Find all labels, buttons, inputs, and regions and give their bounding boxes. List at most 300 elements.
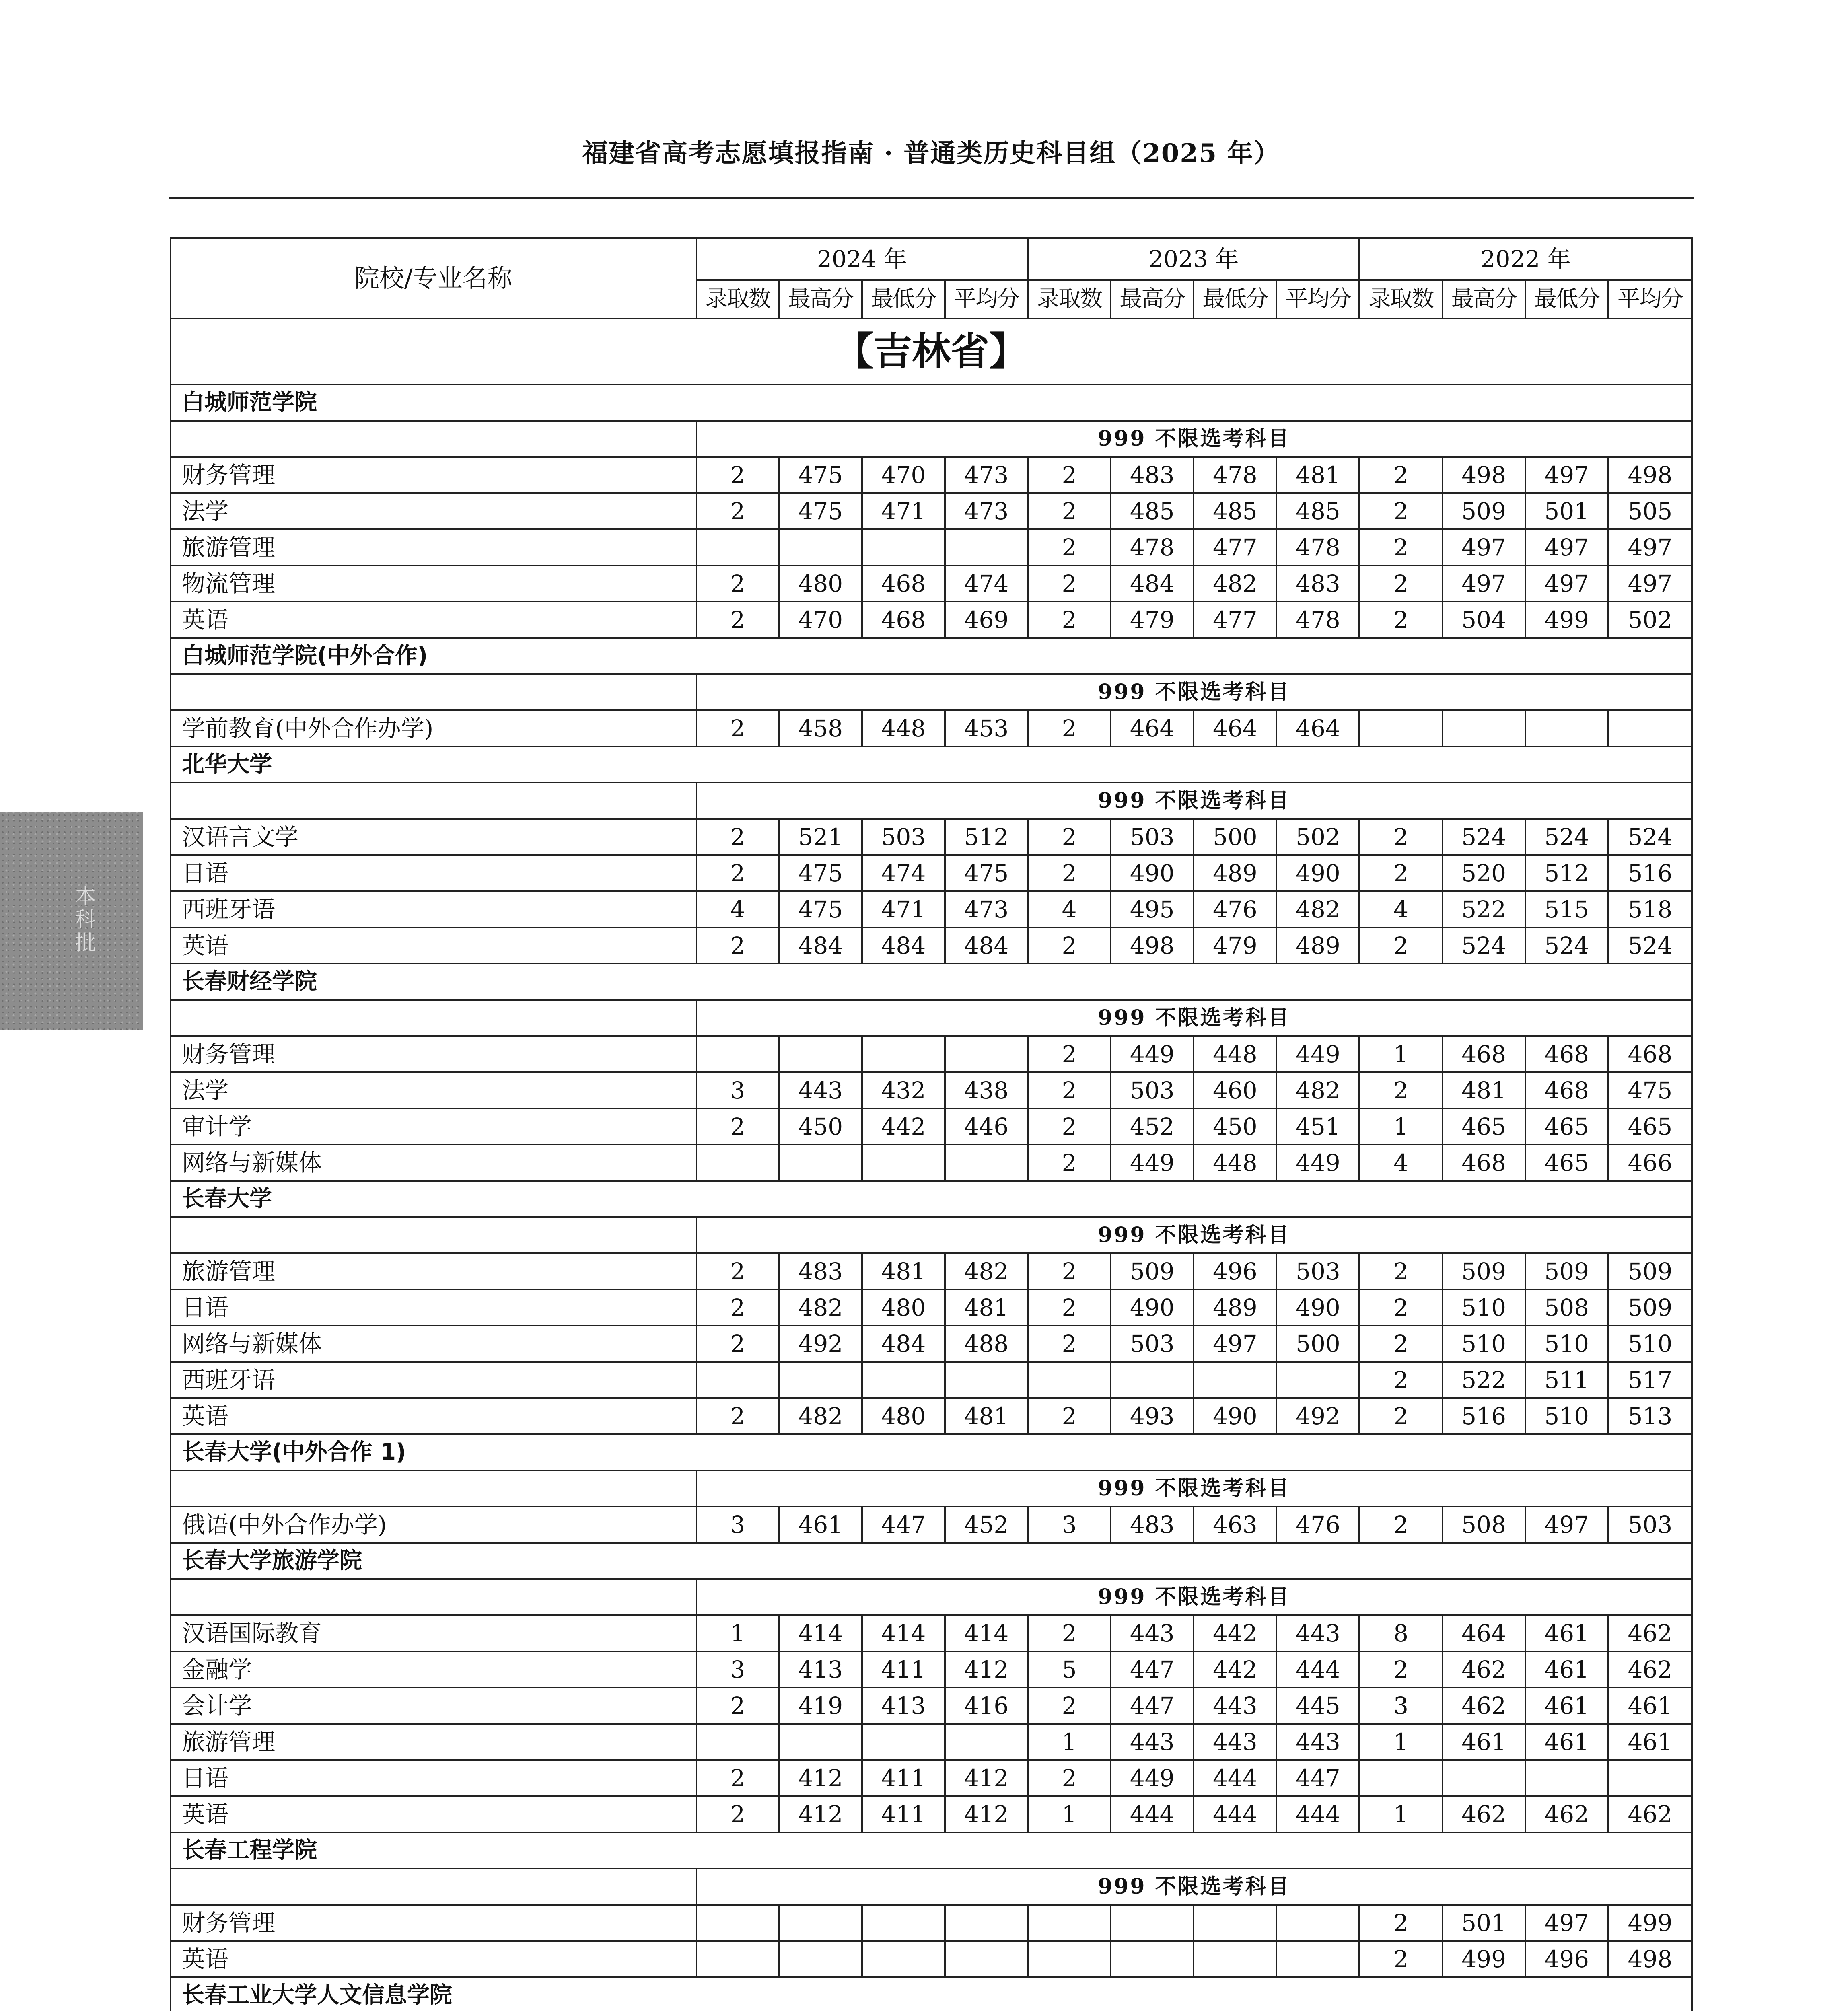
score-cell: 488	[945, 1326, 1028, 1362]
school-name: 白城师范学院(中外合作)	[171, 638, 1692, 674]
major-name: 英语	[171, 602, 696, 638]
score-cell: 495	[1111, 891, 1194, 927]
score-cell	[1194, 1941, 1276, 1977]
score-cell: 517	[1608, 1362, 1692, 1398]
score-cell	[1276, 1362, 1359, 1398]
school-row	[171, 1181, 1692, 1217]
score-cell: 1	[1359, 1724, 1442, 1760]
metric-header: 平均分	[1608, 280, 1692, 319]
score-cell: 2	[1359, 1905, 1442, 1941]
score-cell: 412	[945, 1651, 1028, 1688]
school-name: 长春大学(中外合作 1)	[171, 1434, 1692, 1470]
score-cell: 2	[1028, 493, 1111, 529]
score-cell: 475	[1608, 1072, 1692, 1108]
major-name: 旅游管理	[171, 1253, 696, 1289]
score-cell: 3	[696, 1072, 779, 1108]
score-cell: 462	[1525, 1796, 1608, 1832]
year-header-2024: 2024 年	[696, 238, 1028, 280]
score-cell: 477	[1194, 529, 1276, 565]
table-row	[171, 1688, 1692, 1724]
score-cell	[862, 1941, 945, 1977]
score-cell: 2	[1028, 927, 1111, 964]
score-cell: 475	[779, 855, 862, 891]
score-cell: 498	[1608, 1941, 1692, 1977]
table-row	[171, 891, 1692, 927]
score-cell: 509	[1608, 1289, 1692, 1326]
score-cell: 489	[1194, 855, 1276, 891]
score-cell: 1	[1359, 1036, 1442, 1072]
table-row	[171, 1615, 1692, 1651]
score-cell: 466	[1608, 1145, 1692, 1181]
metric-header: 平均分	[1276, 280, 1359, 319]
score-cell: 2	[1359, 855, 1442, 891]
score-cell: 474	[862, 855, 945, 891]
score-cell: 473	[945, 891, 1028, 927]
score-cell: 443	[1276, 1615, 1359, 1651]
score-cell: 503	[1111, 1072, 1194, 1108]
score-cell	[1608, 1760, 1692, 1796]
score-cell: 461	[779, 1507, 862, 1543]
score-cell: 2	[1028, 710, 1111, 746]
score-cell: 8	[1359, 1615, 1442, 1651]
blank-cell	[171, 421, 696, 457]
score-cell	[945, 1145, 1028, 1181]
score-cell: 499	[1608, 1905, 1692, 1941]
major-name: 英语	[171, 1941, 696, 1977]
score-cell: 3	[1359, 1688, 1442, 1724]
metric-header: 录取数	[1359, 280, 1442, 319]
side-tab	[0, 812, 143, 1030]
score-cell: 475	[945, 855, 1028, 891]
score-cell: 443	[1111, 1724, 1194, 1760]
score-cell: 412	[779, 1760, 862, 1796]
score-cell: 2	[1359, 1326, 1442, 1362]
table-row	[171, 1072, 1692, 1108]
score-cell	[862, 1145, 945, 1181]
school-name: 长春财经学院	[171, 964, 1692, 1000]
major-name: 法学	[171, 1072, 696, 1108]
score-cell: 468	[1525, 1072, 1608, 1108]
score-cell: 445	[1276, 1688, 1359, 1724]
score-cell: 449	[1111, 1760, 1194, 1796]
score-cell: 510	[1443, 1326, 1525, 1362]
score-cell: 2	[1359, 602, 1442, 638]
score-cell: 2	[1028, 1289, 1111, 1326]
score-cell: 444	[1111, 1796, 1194, 1832]
score-cell: 473	[945, 493, 1028, 529]
subject-requirement: 999 不限选考科目	[696, 783, 1692, 819]
score-cell: 518	[1608, 891, 1692, 927]
score-cell: 3	[1028, 1507, 1111, 1543]
score-cell: 524	[1525, 927, 1608, 964]
score-cell: 414	[945, 1615, 1028, 1651]
score-cell: 2	[1028, 529, 1111, 565]
score-cell: 510	[1525, 1326, 1608, 1362]
score-cell: 501	[1525, 493, 1608, 529]
table-row	[171, 1253, 1692, 1289]
score-cell: 442	[862, 1108, 945, 1145]
score-cell: 465	[1443, 1108, 1525, 1145]
score-cell: 477	[1194, 602, 1276, 638]
score-cell: 411	[862, 1760, 945, 1796]
score-cell: 2	[1028, 1036, 1111, 1072]
score-cell	[779, 1941, 862, 1977]
score-cell: 460	[1194, 1072, 1276, 1108]
major-name: 日语	[171, 1760, 696, 1796]
score-cell: 505	[1608, 493, 1692, 529]
score-cell	[945, 1036, 1028, 1072]
score-cell: 411	[862, 1651, 945, 1688]
major-name: 审计学	[171, 1108, 696, 1145]
score-cell: 490	[1194, 1398, 1276, 1434]
metric-header: 录取数	[1028, 280, 1111, 319]
score-cell: 2	[1028, 1688, 1111, 1724]
score-cell: 513	[1608, 1398, 1692, 1434]
score-cell: 485	[1194, 493, 1276, 529]
score-cell: 512	[1525, 855, 1608, 891]
score-cell: 462	[1608, 1796, 1692, 1832]
score-cell: 2	[696, 1253, 779, 1289]
metric-header: 平均分	[945, 280, 1028, 319]
score-cell: 470	[862, 457, 945, 493]
score-cell: 478	[1111, 529, 1194, 565]
score-cell: 521	[779, 819, 862, 855]
table-row	[171, 1145, 1692, 1181]
score-cell: 451	[1276, 1108, 1359, 1145]
score-cell: 496	[1525, 1941, 1608, 1977]
score-cell: 462	[1443, 1688, 1525, 1724]
score-cell: 524	[1608, 927, 1692, 964]
score-cell: 468	[1525, 1036, 1608, 1072]
score-cell: 479	[1111, 602, 1194, 638]
score-cell: 476	[1276, 1507, 1359, 1543]
score-cell: 432	[862, 1072, 945, 1108]
score-cell	[1276, 1941, 1359, 1977]
score-cell: 499	[1525, 602, 1608, 638]
score-cell: 2	[1028, 457, 1111, 493]
score-cell: 461	[1608, 1724, 1692, 1760]
score-cell: 462	[1443, 1651, 1525, 1688]
score-cell	[862, 1362, 945, 1398]
score-cell: 498	[1608, 457, 1692, 493]
score-cell	[696, 1724, 779, 1760]
score-cell	[862, 1724, 945, 1760]
subject-requirement-row	[171, 1869, 1692, 1905]
score-cell: 475	[779, 891, 862, 927]
school-name: 长春大学	[171, 1181, 1692, 1217]
score-cell: 2	[1359, 1398, 1442, 1434]
score-cell	[696, 529, 779, 565]
score-cell: 475	[779, 457, 862, 493]
score-cell: 2	[696, 565, 779, 602]
table-row	[171, 1941, 1692, 1977]
score-cell: 476	[1194, 891, 1276, 927]
score-cell: 498	[1111, 927, 1194, 964]
score-cell	[696, 1036, 779, 1072]
score-cell: 2	[696, 819, 779, 855]
table-row	[171, 457, 1692, 493]
name-column-header: 院校/专业名称	[171, 238, 696, 319]
score-cell: 503	[1111, 819, 1194, 855]
table-row	[171, 565, 1692, 602]
score-cell: 490	[1276, 1289, 1359, 1326]
score-cell: 447	[1111, 1651, 1194, 1688]
score-cell: 471	[862, 891, 945, 927]
score-cell: 490	[1111, 855, 1194, 891]
score-cell: 510	[1443, 1289, 1525, 1326]
score-cell: 484	[779, 927, 862, 964]
score-cell	[862, 1036, 945, 1072]
score-cell: 483	[1111, 457, 1194, 493]
score-cell: 510	[1608, 1326, 1692, 1362]
metric-header: 最低分	[1525, 280, 1608, 319]
blank-cell	[171, 1217, 696, 1253]
score-cell: 443	[1111, 1615, 1194, 1651]
score-cell: 5	[1028, 1651, 1111, 1688]
score-cell: 469	[945, 602, 1028, 638]
score-cell: 412	[945, 1760, 1028, 1796]
table-row	[171, 1108, 1692, 1145]
table-row	[171, 1289, 1692, 1326]
score-cell	[779, 1724, 862, 1760]
score-cell	[696, 1905, 779, 1941]
score-cell: 453	[945, 710, 1028, 746]
score-cell: 511	[1525, 1362, 1608, 1398]
score-cell: 473	[945, 457, 1028, 493]
score-cell	[1028, 1941, 1111, 1977]
table-row	[171, 927, 1692, 964]
score-cell: 468	[862, 565, 945, 602]
side-tab-label: 本科批	[71, 885, 95, 955]
score-cell: 471	[862, 493, 945, 529]
score-cell: 484	[862, 927, 945, 964]
score-cell: 1	[1359, 1796, 1442, 1832]
score-cell: 485	[1276, 493, 1359, 529]
score-cell: 412	[779, 1796, 862, 1832]
score-cell: 461	[1525, 1651, 1608, 1688]
score-cell: 503	[1608, 1507, 1692, 1543]
school-row	[171, 964, 1692, 1000]
table-row	[171, 1507, 1692, 1543]
score-cell: 2	[696, 1760, 779, 1796]
score-cell: 2	[1359, 565, 1442, 602]
major-name: 英语	[171, 1398, 696, 1434]
score-cell: 481	[1276, 457, 1359, 493]
table-row	[171, 1362, 1692, 1398]
score-cell: 484	[945, 927, 1028, 964]
blank-cell	[171, 1000, 696, 1036]
score-cell: 481	[862, 1253, 945, 1289]
major-name: 会计学	[171, 1688, 696, 1724]
score-cell: 438	[945, 1072, 1028, 1108]
province-title: 【吉林省】	[171, 319, 1692, 385]
score-cell: 2	[1028, 602, 1111, 638]
score-cell: 411	[862, 1796, 945, 1832]
metric-header: 最高分	[1443, 280, 1525, 319]
school-name: 长春工业大学人文信息学院	[171, 1977, 1692, 2011]
school-row	[171, 1832, 1692, 1869]
score-cell	[862, 1905, 945, 1941]
score-cell: 2	[1028, 1615, 1111, 1651]
score-cell: 450	[779, 1108, 862, 1145]
major-name: 网络与新媒体	[171, 1326, 696, 1362]
score-cell: 522	[1443, 1362, 1525, 1398]
score-cell: 468	[1608, 1036, 1692, 1072]
subject-requirement: 999 不限选考科目	[696, 674, 1692, 710]
score-cell: 462	[1443, 1796, 1525, 1832]
score-cell: 448	[862, 710, 945, 746]
score-cell: 509	[1608, 1253, 1692, 1289]
subject-requirement-row	[171, 1217, 1692, 1253]
score-cell	[1608, 710, 1692, 746]
score-cell: 481	[1443, 1072, 1525, 1108]
score-cell: 447	[862, 1507, 945, 1543]
score-cell: 468	[1443, 1036, 1525, 1072]
score-cell: 524	[1443, 819, 1525, 855]
table-row	[171, 710, 1692, 746]
score-cell: 483	[1276, 565, 1359, 602]
major-name: 俄语(中外合作办学)	[171, 1507, 696, 1543]
score-cell: 501	[1443, 1905, 1525, 1941]
score-cell: 3	[696, 1651, 779, 1688]
score-cell: 484	[862, 1326, 945, 1362]
score-cell: 512	[945, 819, 1028, 855]
school-name: 白城师范学院	[171, 385, 1692, 421]
score-cell: 483	[1111, 1507, 1194, 1543]
subject-requirement-row	[171, 1000, 1692, 1036]
score-cell: 524	[1608, 819, 1692, 855]
score-cell: 502	[1608, 602, 1692, 638]
metric-header: 最高分	[1111, 280, 1194, 319]
score-cell: 504	[1443, 602, 1525, 638]
school-row	[171, 1434, 1692, 1470]
score-cell: 2	[696, 1688, 779, 1724]
score-cell: 482	[779, 1398, 862, 1434]
score-cell: 509	[1443, 493, 1525, 529]
metric-header: 最高分	[779, 280, 862, 319]
score-cell: 503	[1276, 1253, 1359, 1289]
score-cell	[1111, 1905, 1194, 1941]
score-cell: 2	[1359, 1651, 1442, 1688]
score-cell: 508	[1443, 1507, 1525, 1543]
table-row	[171, 1905, 1692, 1941]
score-cell: 413	[779, 1651, 862, 1688]
province-row	[171, 319, 1692, 385]
subject-requirement: 999 不限选考科目	[696, 1579, 1692, 1615]
score-cell: 4	[1028, 891, 1111, 927]
score-cell	[779, 529, 862, 565]
score-cell: 500	[1194, 819, 1276, 855]
score-cell: 503	[1111, 1326, 1194, 1362]
subject-requirement: 999 不限选考科目	[696, 421, 1692, 457]
major-name: 金融学	[171, 1651, 696, 1688]
score-cell: 2	[696, 493, 779, 529]
score-cell: 497	[1525, 1507, 1608, 1543]
score-cell: 2	[696, 927, 779, 964]
score-cell: 2	[696, 1108, 779, 1145]
score-cell: 448	[1194, 1036, 1276, 1072]
score-cell: 503	[862, 819, 945, 855]
score-cell: 524	[1443, 927, 1525, 964]
score-cell: 502	[1276, 819, 1359, 855]
header-divider	[169, 197, 1694, 199]
score-cell	[1111, 1362, 1194, 1398]
score-cell: 2	[1028, 1108, 1111, 1145]
school-name: 北华大学	[171, 746, 1692, 783]
score-cell: 516	[1443, 1398, 1525, 1434]
table-row	[171, 1796, 1692, 1832]
score-cell: 4	[1359, 1145, 1442, 1181]
score-cell: 2	[1359, 457, 1442, 493]
table-row	[171, 1760, 1692, 1796]
score-cell: 462	[1608, 1615, 1692, 1651]
metric-header: 录取数	[696, 280, 779, 319]
score-cell	[779, 1036, 862, 1072]
table-row	[171, 1398, 1692, 1434]
subject-requirement-row	[171, 421, 1692, 457]
score-cell	[1443, 1760, 1525, 1796]
major-name: 西班牙语	[171, 1362, 696, 1398]
score-cell: 489	[1276, 927, 1359, 964]
score-cell	[945, 1724, 1028, 1760]
score-cell: 416	[945, 1688, 1028, 1724]
score-cell	[779, 1145, 862, 1181]
score-cell: 462	[1608, 1651, 1692, 1688]
score-cell: 442	[1194, 1615, 1276, 1651]
school-row	[171, 638, 1692, 674]
score-cell	[1194, 1362, 1276, 1398]
score-cell: 480	[862, 1398, 945, 1434]
major-name: 旅游管理	[171, 529, 696, 565]
score-cell: 2	[1028, 1326, 1111, 1362]
blank-cell	[171, 1470, 696, 1507]
admission-score-table-container	[170, 237, 1693, 2011]
blank-cell	[171, 1869, 696, 1905]
score-cell: 444	[1276, 1796, 1359, 1832]
score-cell: 464	[1111, 710, 1194, 746]
score-cell: 479	[1194, 927, 1276, 964]
subject-requirement-row	[171, 1579, 1692, 1615]
score-cell: 2	[1359, 1072, 1442, 1108]
school-row	[171, 1543, 1692, 1579]
admission-score-table	[170, 237, 1693, 2011]
score-cell: 4	[696, 891, 779, 927]
score-cell: 1	[1028, 1796, 1111, 1832]
score-cell: 2	[1359, 1253, 1442, 1289]
score-cell: 481	[945, 1289, 1028, 1326]
score-cell: 482	[945, 1253, 1028, 1289]
major-name: 网络与新媒体	[171, 1145, 696, 1181]
score-cell: 449	[1276, 1036, 1359, 1072]
subject-requirement: 999 不限选考科目	[696, 1000, 1692, 1036]
score-cell	[1525, 1760, 1608, 1796]
score-cell: 443	[779, 1072, 862, 1108]
score-cell: 2	[1028, 1253, 1111, 1289]
score-cell	[1028, 1362, 1111, 1398]
score-cell	[696, 1941, 779, 1977]
major-name: 财务管理	[171, 1036, 696, 1072]
score-cell: 524	[1525, 819, 1608, 855]
score-cell: 443	[1194, 1688, 1276, 1724]
score-cell	[945, 529, 1028, 565]
score-cell: 478	[1194, 457, 1276, 493]
major-name: 旅游管理	[171, 1724, 696, 1760]
score-cell: 474	[945, 565, 1028, 602]
subject-requirement-row	[171, 1470, 1692, 1507]
score-cell: 516	[1608, 855, 1692, 891]
score-cell: 468	[1443, 1145, 1525, 1181]
score-cell: 2	[1028, 1145, 1111, 1181]
